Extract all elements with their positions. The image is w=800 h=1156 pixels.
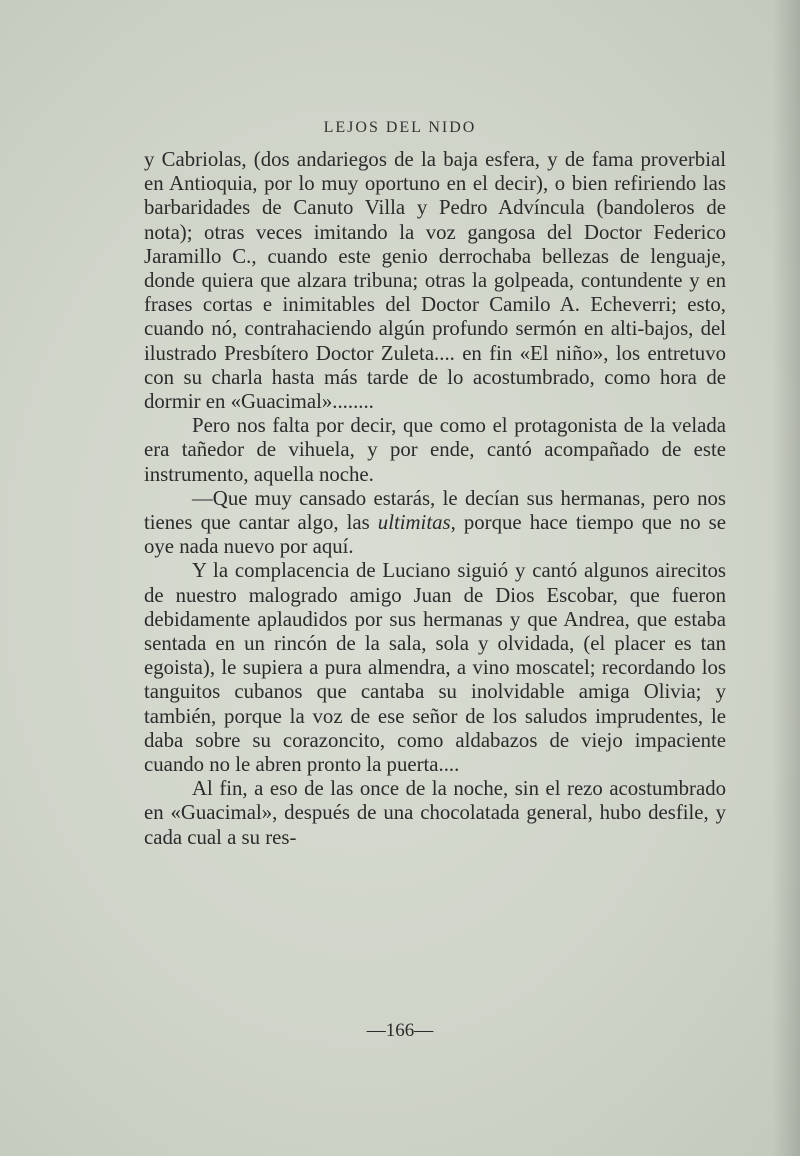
page-edge-shadow	[772, 0, 800, 1156]
paragraph-text: , porque hace tiempo que no se oye nada nuevo por aquí.	[144, 511, 726, 559]
paragraph: y Cabriolas, (dos andariegos de la baja esfera, y de fama proverbial en Antioquia, por lo muy oportuno en el decir), o bien refiriendo las barbaridades de Canuto Villa y Pedro Advíncula (bandoleros de nota); otras veces imitando la voz gangosa del Doctor Federico Jaramillo C., cuando este genio derrochaba bellezas de lenguaje, donde quiera que alzara tribuna; otras la golpeada, contundente y en frases cortas e inimitables del Doctor Camilo A. Echeverri; esto, cuando nó, contrahaciendo algún profundo sermón en alti-bajos, del ilustrado Presbítero Doctor Zuleta.... en fin «El niño», los entretuvo con su charla hasta más tarde de lo acostumbrado, como hora de dormir en «Guacimal»........	[144, 148, 726, 414]
paragraph: Y la complacencia de Luciano siguió y cantó algunos airecitos de nuestro malogrado amigo Juan de Dios Escobar, que fueron debidamente aplaudidos por sus hermanas y que Andrea, que estaba sentada en un rincón de la sala, sola y olvidada, (el placer es tan egoista), le supiera a pura almendra, a vino moscatel; recordando los tanguitos cubanos que cantaba su inolvidable amiga Olivia; y también, porque la voz de ese señor de los saludos imprudentes, le daba sobre su corazoncito, como aldabazos de viejo impaciente cuando no le abren pronto la puerta....	[144, 559, 726, 777]
paragraph: Pero nos falta por decir, que como el protagonista de la velada era tañedor de vihuela, y por ende, cantó acompañado de este instrumento, aquella noche.	[144, 414, 726, 486]
body-text	[144, 148, 726, 850]
emphasized-word: ultimitas	[377, 511, 451, 535]
running-title: LEJOS DEL NIDO	[323, 119, 477, 136]
page-number: —166—	[366, 1020, 434, 1041]
paragraph	[144, 487, 726, 560]
paragraph: Al fin, a eso de las once de la noche, sin el rezo acostumbrado en «Guacimal», después de una chocolatada general, hubo desfile, y cada cual a su res-	[144, 777, 726, 849]
paragraph-text: —Que muy cansado estarás, le decían sus hermanas, pero nos tienes que cantar algo, las	[144, 486, 726, 535]
